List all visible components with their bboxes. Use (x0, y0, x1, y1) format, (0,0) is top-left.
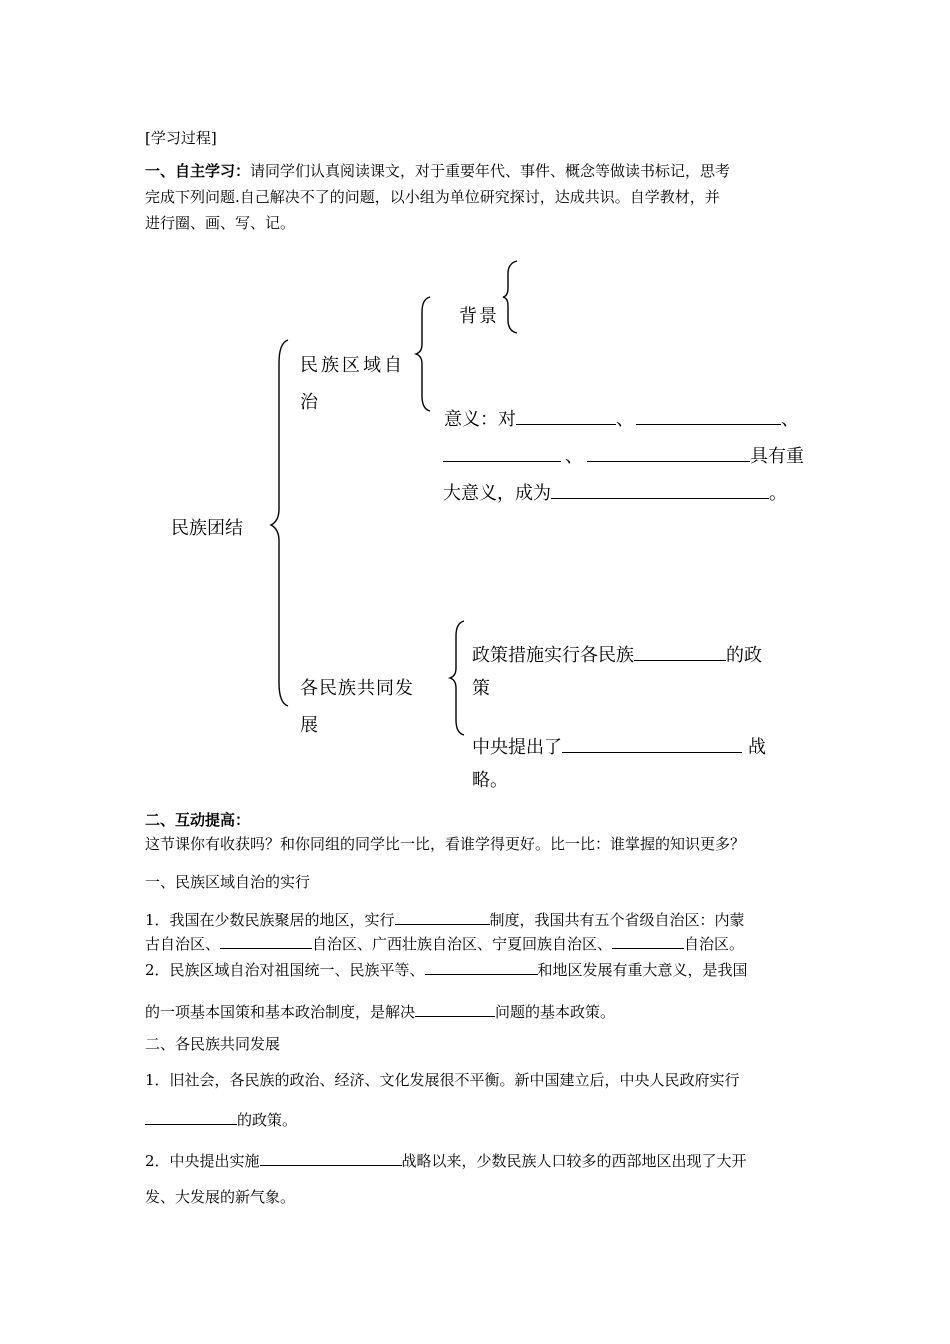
meaning-line3 (443, 481, 787, 503)
central-line2: 略。 (472, 770, 508, 791)
sep: 、 (565, 446, 583, 467)
q2-c: 的一项基本国策和基本政治制度，是解决 (145, 1003, 416, 1021)
blank-field[interactable] (516, 407, 616, 425)
q3-line2 (145, 1110, 297, 1128)
sub2-title: 二、各民族共同发展 (145, 1035, 281, 1053)
q2-d: 问题的基本政策。 (495, 1003, 616, 1021)
branch-development-line1: 各民族共同发 (300, 678, 414, 699)
sep: 、 (781, 409, 799, 430)
blank-field[interactable] (220, 934, 312, 949)
branch-autonomy-line2: 治 (300, 392, 318, 413)
q4-b: 战略以来，少数民族人口较多的西部地区出现了大开 (401, 1152, 747, 1170)
q1-d: 自治区、广西壮族自治区、宁夏回族自治区、 (312, 935, 613, 953)
brace-autonomy (414, 296, 434, 412)
meaning-prefix: 意义：对 (444, 409, 516, 430)
q3-line1: 1．旧社会，各民族的政治、经济、文化发展很不平衡。新中国建立后，中央人民政府实行 (145, 1071, 740, 1089)
policy-prefix: 政策措施实行各民族 (472, 645, 634, 666)
q4-line1 (145, 1151, 747, 1169)
blank-field[interactable] (415, 1002, 495, 1017)
part1-line1 (145, 164, 730, 179)
part2-intro: 这节课你有收获吗？和你同组的同学比一比，看谁学得更好。比一比：谁掌握的知识更多？ (145, 835, 746, 853)
blank-field[interactable] (636, 407, 781, 425)
q2-a: 2．民族区域自治对祖国统一、民族平等、 (145, 961, 425, 979)
q1-line1 (145, 910, 745, 928)
blank-field[interactable] (612, 934, 684, 949)
q1-line2 (145, 934, 744, 952)
meaning-prefix-2: 大意义，成为 (443, 483, 551, 504)
background-label: 背景 (459, 306, 499, 327)
meaning-suffix: 具有重 (750, 446, 804, 467)
period: 。 (769, 483, 787, 504)
blank-field[interactable] (145, 1110, 237, 1125)
blank-field[interactable] (443, 444, 561, 462)
policy-line2: 策 (472, 678, 490, 699)
policy-suffix: 的政 (726, 645, 762, 666)
blank-field[interactable] (551, 481, 769, 499)
part1-line2: 完成下列问题.自己解决不了的问题，以小组为单位研究探讨，达成共识。自学教材，并 (145, 188, 720, 206)
blank-field[interactable] (634, 643, 726, 661)
blank-field[interactable] (425, 960, 538, 975)
policy-line1 (472, 643, 762, 665)
blank-field[interactable] (260, 1151, 402, 1166)
q1-e: 自治区。 (684, 935, 745, 953)
blank-field[interactable] (395, 910, 490, 925)
meaning-line1 (444, 407, 799, 429)
central-suffix: 战 (748, 737, 766, 758)
blank-field[interactable] (587, 444, 750, 462)
sub1-title: 一、民族区域自治的实行 (145, 873, 311, 891)
central-line1 (472, 735, 766, 757)
q1-b: 制度，我国共有五个省级自治区：内蒙 (489, 911, 745, 929)
part1-text-1: 请同学们认真阅读课文，对于重要年代、事件、概念等做读书标记，思考 (250, 162, 731, 180)
section-label: [学习过程] (145, 129, 217, 147)
brace-background (503, 260, 523, 334)
blank-field[interactable] (562, 735, 742, 753)
brace-root (268, 339, 292, 707)
brace-development (448, 620, 468, 736)
q4-line2: 发、大发展的新气象。 (145, 1188, 296, 1206)
q2-line1 (145, 960, 748, 978)
root-node: 民族团结 (171, 518, 243, 539)
part1-heading: 一、自主学习： (145, 162, 251, 180)
branch-development-line2: 展 (300, 715, 318, 736)
q2-line2 (145, 1002, 615, 1020)
part1-line3: 进行圈、画、写、记。 (145, 214, 296, 232)
q4-a: 2．中央提出实施 (145, 1152, 260, 1170)
meaning-line2 (443, 444, 804, 466)
part2-heading: 二、互动提高： (145, 811, 251, 829)
branch-autonomy-line1: 民族区域自 (300, 355, 405, 376)
central-prefix: 中央提出了 (472, 737, 562, 758)
q1-c: 古自治区、 (145, 935, 221, 953)
q3-b: 的政策。 (237, 1111, 298, 1129)
sep: 、 (616, 409, 634, 430)
q1-a: 1．我国在少数民族聚居的地区，实行 (145, 911, 395, 929)
q2-b: 和地区发展有重大意义，是我国 (537, 961, 748, 979)
